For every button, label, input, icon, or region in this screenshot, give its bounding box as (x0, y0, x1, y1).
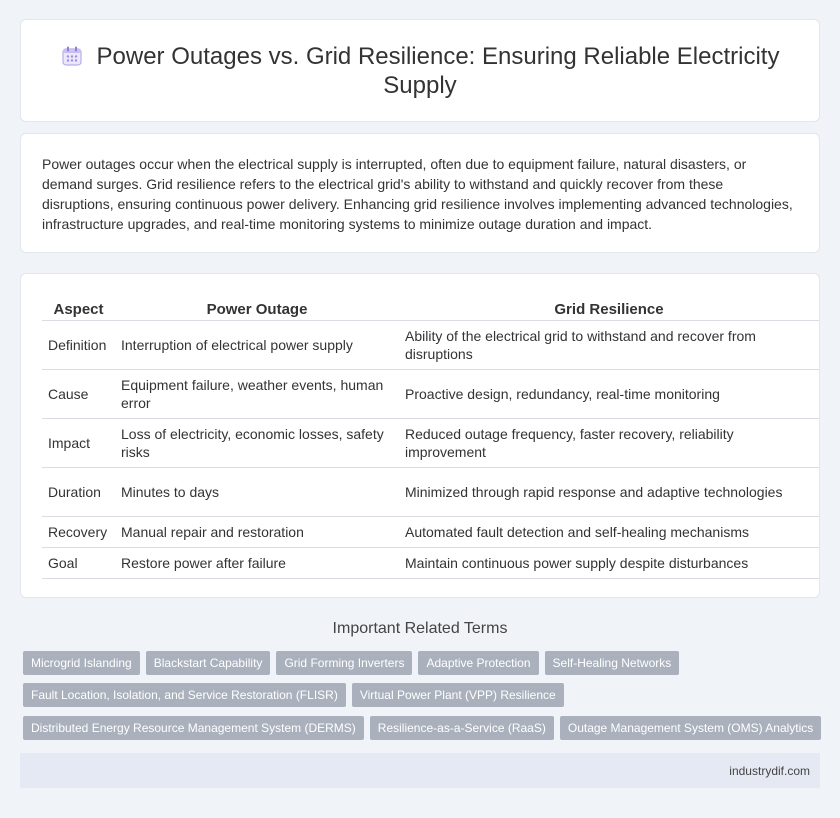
related-tag[interactable]: Grid Forming Inverters (276, 651, 412, 675)
row-aspect: Goal (42, 547, 115, 578)
related-tag[interactable]: Self-Healing Networks (545, 651, 680, 675)
comparison-card (20, 273, 820, 598)
header-grid-resilience: Grid Resilience (399, 294, 819, 320)
table-header-row (42, 294, 819, 320)
row-grid-resilience: Automated fault detection and self-healing mechanisms (399, 516, 819, 547)
table-row (42, 467, 819, 516)
row-aspect: Cause (42, 369, 115, 418)
row-power-outage: Manual repair and restoration (115, 516, 399, 547)
page-title (21, 42, 819, 100)
related-tag[interactable]: Microgrid Islanding (23, 651, 140, 675)
row-grid-resilience: Maintain continuous power supply despite disturbances (399, 547, 819, 578)
related-tags-row (23, 716, 827, 740)
related-tag[interactable]: Fault Location, Isolation, and Service Restoration (FLISR) (23, 683, 346, 707)
calendar-icon (61, 45, 83, 67)
related-tag[interactable]: Distributed Energy Resource Management System (DERMS) (23, 716, 364, 740)
row-power-outage: Equipment failure, weather events, human error (115, 369, 399, 418)
footer-site[interactable]: industrydif.com (729, 764, 810, 778)
row-aspect: Recovery (42, 516, 115, 547)
related-terms-title: Important Related Terms (332, 620, 508, 637)
footer (20, 753, 820, 788)
row-power-outage: Interruption of electrical power supply (115, 320, 399, 369)
row-power-outage: Restore power after failure (115, 547, 399, 578)
related-tag[interactable]: Outage Management System (OMS) Analytics (560, 716, 821, 740)
table-row (42, 320, 819, 369)
row-grid-resilience: Reduced outage frequency, faster recovery, reliability improvement (399, 418, 819, 467)
row-grid-resilience: Proactive design, redundancy, real-time monitoring (399, 369, 819, 418)
table-row (42, 516, 819, 547)
table-row (42, 547, 819, 578)
table-row (42, 369, 819, 418)
related-tag[interactable]: Blackstart Capability (146, 651, 271, 675)
related-tag[interactable]: Virtual Power Plant (VPP) Resilience (352, 683, 564, 707)
table-row (42, 418, 819, 467)
row-grid-resilience: Minimized through rapid response and adaptive technologies (399, 467, 819, 516)
row-power-outage: Minutes to days (115, 467, 399, 516)
row-grid-resilience: Ability of the electrical grid to withstand and recover from disruptions (399, 320, 819, 369)
header-card (20, 19, 820, 122)
row-aspect: Impact (42, 418, 115, 467)
intro-card (20, 133, 820, 253)
row-aspect: Definition (42, 320, 115, 369)
comparison-table (42, 294, 819, 579)
intro-paragraph: Power outages occur when the electrical supply is interrupted, often due to equipment failure, natural disasters, or demand surges. Grid resilience refers to the electrical grid's ability to withstand and quickly recover from these disruptions, ensuring continuous power delivery. Enhancing grid resilience involves implementing advanced technologies, infrastructure upgrades, and real-time monitoring systems to minimize outage duration and impact. (42, 156, 793, 232)
page-title-text: Power Outages vs. Grid Resilience: Ensuring Reliable Electricity Supply (96, 43, 780, 99)
related-tag[interactable]: Resilience-as-a-Service (RaaS) (370, 716, 554, 740)
related-tags-row (23, 651, 685, 675)
related-tag[interactable]: Adaptive Protection (418, 651, 538, 675)
header-aspect: Aspect (42, 294, 115, 320)
header-power-outage: Power Outage (115, 294, 399, 320)
related-tags-row (23, 683, 570, 707)
row-power-outage: Loss of electricity, economic losses, safety risks (115, 418, 399, 467)
row-aspect: Duration (42, 467, 115, 516)
